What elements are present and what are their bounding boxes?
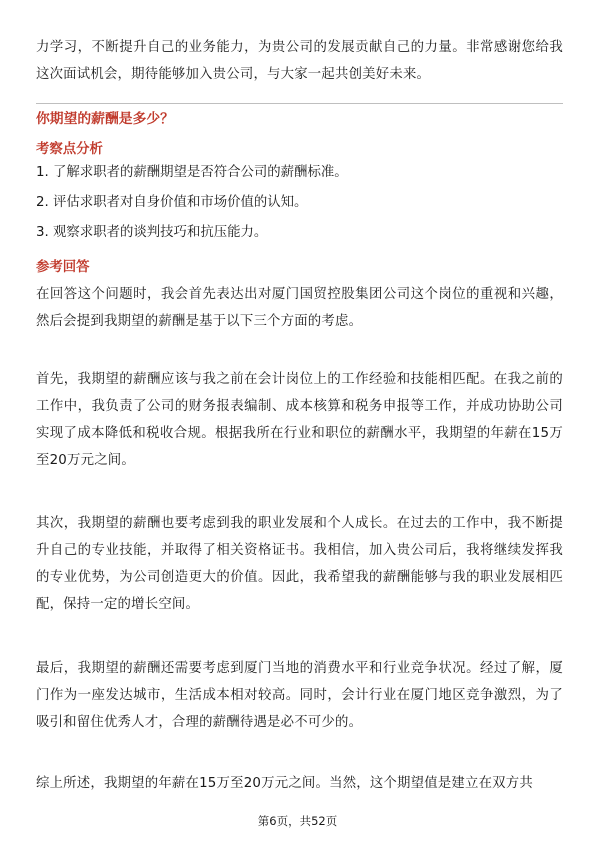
answer-heading: 参考回答 [36, 260, 90, 275]
analysis-item-3: 3. 观察求职者的谈判技巧和抗压能力。 [36, 225, 268, 240]
answer-paragraph-4: 最后，我期望的薪酬还需要考虑到厦门当地的消费水平和行业竞争状况。经过了解，厦门作为一座发达城市，生活成本相对较高。同时，会计行业在厦门地区竞争激烈，为了吸引和留住优秀人才，合理的薪酬待遇是必不可少的。 [36, 661, 563, 730]
analysis-item-2: 2. 评估求职者对自身价值和市场价值的认知。 [36, 195, 308, 210]
analysis-heading: 考察点分析 [36, 142, 103, 157]
answer-paragraph-1: 在回答这个问题时，我会首先表达出对厦门国贸控股集团公司这个岗位的重视和兴趣，然后会提到我期望的薪酬是基于以下三个方面的考虑。 [36, 287, 563, 329]
question-title: 你期望的薪酬是多少？ [36, 111, 174, 127]
analysis-item-1: 1. 了解求职者的薪酬期望是否符合公司的薪酬标准。 [36, 165, 348, 180]
section-divider [36, 103, 563, 104]
answer-paragraph-5: 综上所述，我期望的年薪在15万至20万元之间。当然，这个期望值是建立在双方共 [36, 776, 533, 791]
intro-paragraph: 力学习，不断提升自己的业务能力，为贵公司的发展贡献自己的力量。非常感谢您给我这次面试机会，期待能够加入贵公司，与大家一起共创美好未来。 [36, 40, 563, 82]
answer-paragraph-2: 首先，我期望的薪酬应该与我之前在会计岗位上的工作经验和技能相匹配。在我之前的工作中，我负责了公司的财务报表编制、成本核算和税务申报等工作，并成功协助公司实现了成本降低和税收合规。根据我所在行业和职位的薪酬水平，我期望的年薪在15万至20万元之间。 [36, 372, 563, 468]
page-number-footer: 第6页，共52页 [257, 814, 338, 828]
answer-paragraph-3: 其次，我期望的薪酬也要考虑到我的职业发展和个人成长。在过去的工作中，我不断提升自己的专业技能，并取得了相关资格证书。我相信，加入贵公司后，我将继续发挥我的专业优势，为公司创造更大的价值。因此，我希望我的薪酬能够与我的职业发展相匹配，保持一定的增长空间。 [36, 516, 563, 612]
